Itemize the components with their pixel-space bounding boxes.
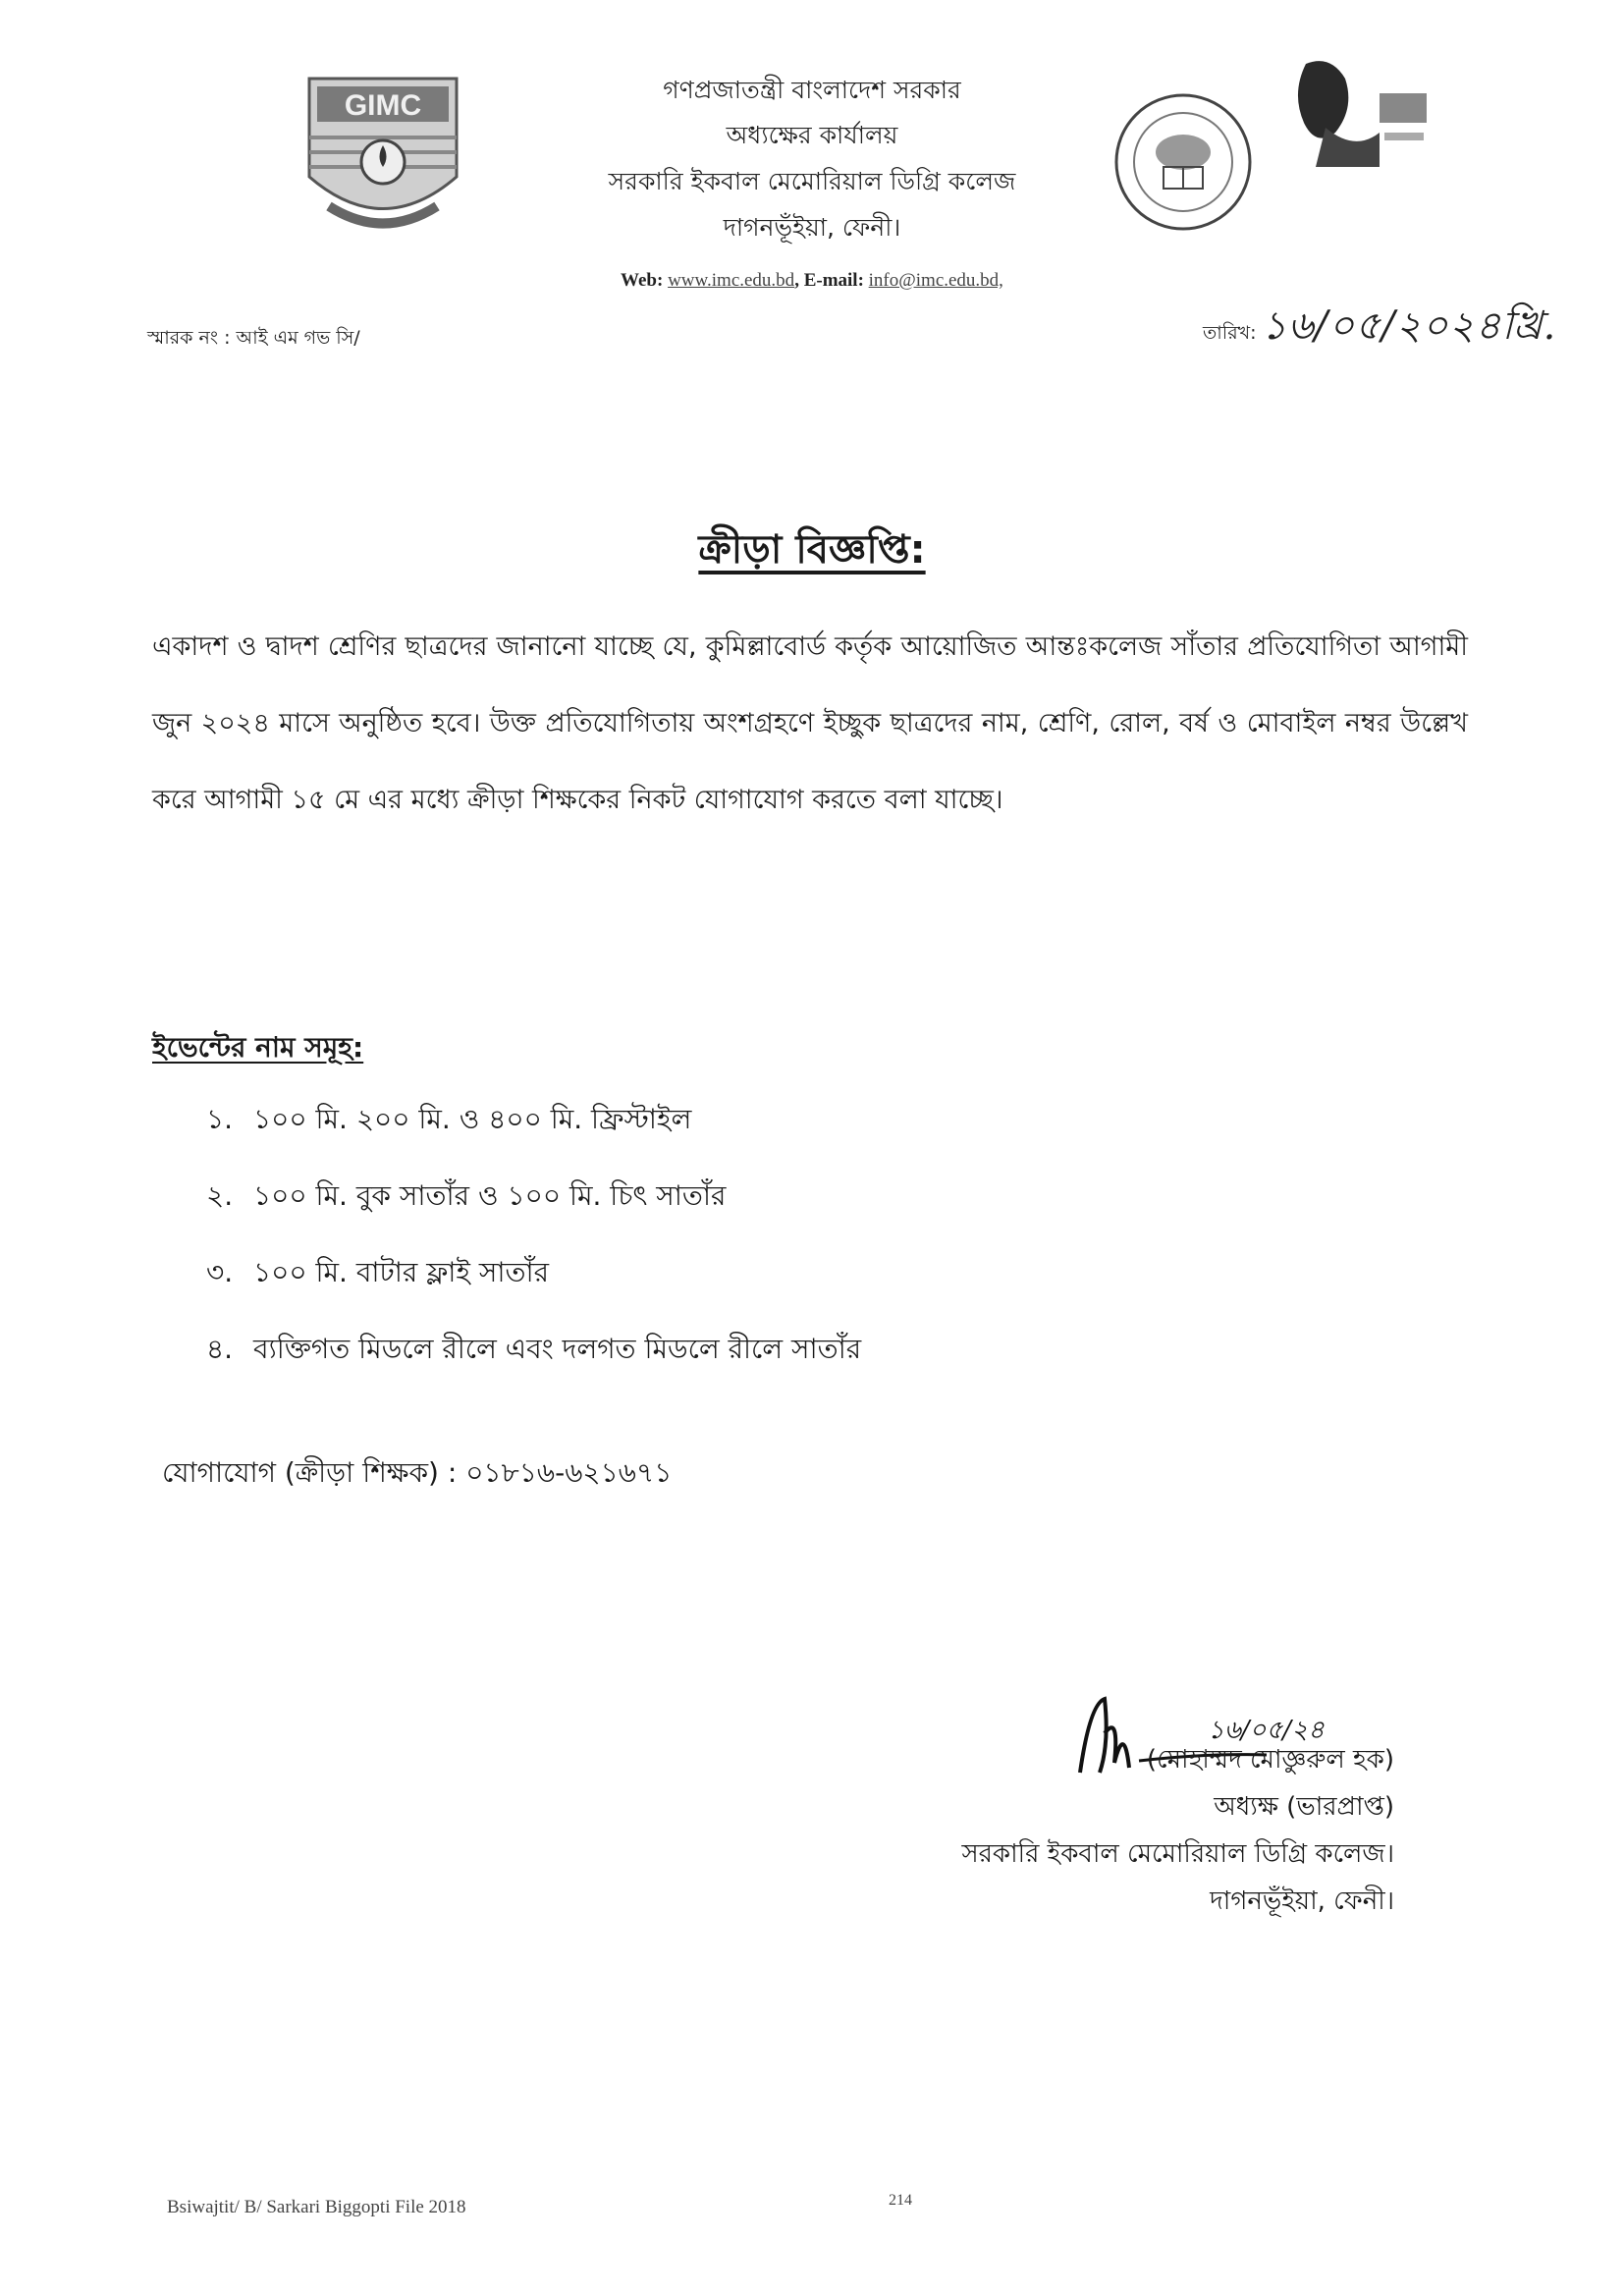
email-label: E-mail: [803, 270, 864, 291]
signatory-college: সরকারি ইকবাল মেমোরিয়াল ডিগ্রি কলেজ। [961, 1839, 1394, 1869]
signature-date: ১৬/০৫/২৪ [1208, 1716, 1325, 1745]
notice-body: একাদশ ও দ্বাদশ শ্রেণির ছাত্রদের জানানো যাচ্ছে যে, কুমিল্লাবোর্ড কর্তৃক আয়োজিত আন্তঃকলেজ সাঁতার প্রতিযোগিতা আগামী জুন ২০২৪ মাসে অনুষ্ঠিত হবে। উক্ত প্রতিযোগিতায় অংশগ্রহণে ইচ্ছুক ছাত্রদের নাম, শ্রেণি, রোল, বর্ষ ও মোবাইল নম্বর উল্লেখ করে আগামী ১৫ মে এর মধ্যে ক্রীড়া শিক্ষকের নিকট যোগাযোগ করতে বলা যাচ্ছে। [152, 631, 1468, 815]
event-item [206, 1098, 691, 1144]
event-number: ৪. [206, 1333, 234, 1365]
events-title: ইভেন্টের নাম সমূহ: [152, 1031, 364, 1064]
email-link[interactable]: info@imc.edu.bd, [868, 270, 1003, 291]
web-link[interactable]: www.imc.edu.bd [668, 270, 795, 291]
event-number: ৩. [206, 1256, 234, 1288]
date-line [1203, 295, 1556, 360]
signature-block [844, 1736, 1394, 1925]
header-office: অধ্যক্ষের কার্যালয় [726, 121, 898, 149]
header-college: সরকারি ইকবাল মেমোরিয়াল ডিগ্রি কলেজ [608, 167, 1016, 195]
web-label: Web: [621, 270, 664, 291]
header-government: গণপ্রজাতন্ত্রী বাংলাদেশ সরকার [663, 76, 961, 104]
signatory-place: দাগনভূঁইয়া, ফেনী। [1210, 1886, 1394, 1916]
crest-text: GIMC [344, 89, 422, 122]
footer-file-ref: Bsiwajtit/ B/ Sarkari Biggopti File 2018 [167, 2197, 466, 2217]
contact-line: যোগাযোগ (ক্রীড়া শিক্ষক) : ০১৮১৬-৬২১৬৭১ [162, 1456, 673, 1489]
memo-number [147, 324, 360, 355]
notice-title: ক্রীড়া বিজ্ঞপ্তি: [698, 527, 926, 573]
signatory-name: (মোহাম্মদ মোজ্ঞুরুল হক) [1146, 1745, 1394, 1775]
web-email-line: Web: www.imc.edu.bd, E-mail: info@imc.edu.bd, [621, 270, 1003, 291]
date-value: ১৬/০৫/২০২৪খ্রি. [1261, 303, 1557, 349]
event-item [206, 1175, 726, 1221]
header-location: দাগনভূঁইয়া, ফেনী। [723, 213, 901, 242]
event-text: ১০০ মি. বাটার ফ্লাই সাতাঁর [253, 1256, 549, 1288]
event-text: ১০০ মি. ২০০ মি. ও ৪০০ মি. ফ্রিস্টাইল [253, 1103, 692, 1135]
event-item [206, 1251, 549, 1297]
event-item [206, 1328, 861, 1374]
memo-label: স্মারক নং : [147, 327, 231, 349]
memo-value: আই এম গভ সি/ [236, 327, 360, 349]
footer-page-number: 214 [889, 2192, 912, 2209]
event-number: ১. [206, 1103, 234, 1135]
event-text: ব্যক্তিগত মিডলে রীলে এবং দলগত মিডলে রীলে সাতাঁর [253, 1333, 862, 1365]
event-text: ১০০ মি. বুক সাতাঁর ও ১০০ মি. চিৎ সাতাঁর [253, 1179, 727, 1212]
event-number: ২. [206, 1179, 234, 1212]
signatory-designation: অধ্যক্ষ (ভারপ্রাপ্ত) [1214, 1792, 1394, 1822]
date-label: তারিখ: [1203, 322, 1257, 344]
